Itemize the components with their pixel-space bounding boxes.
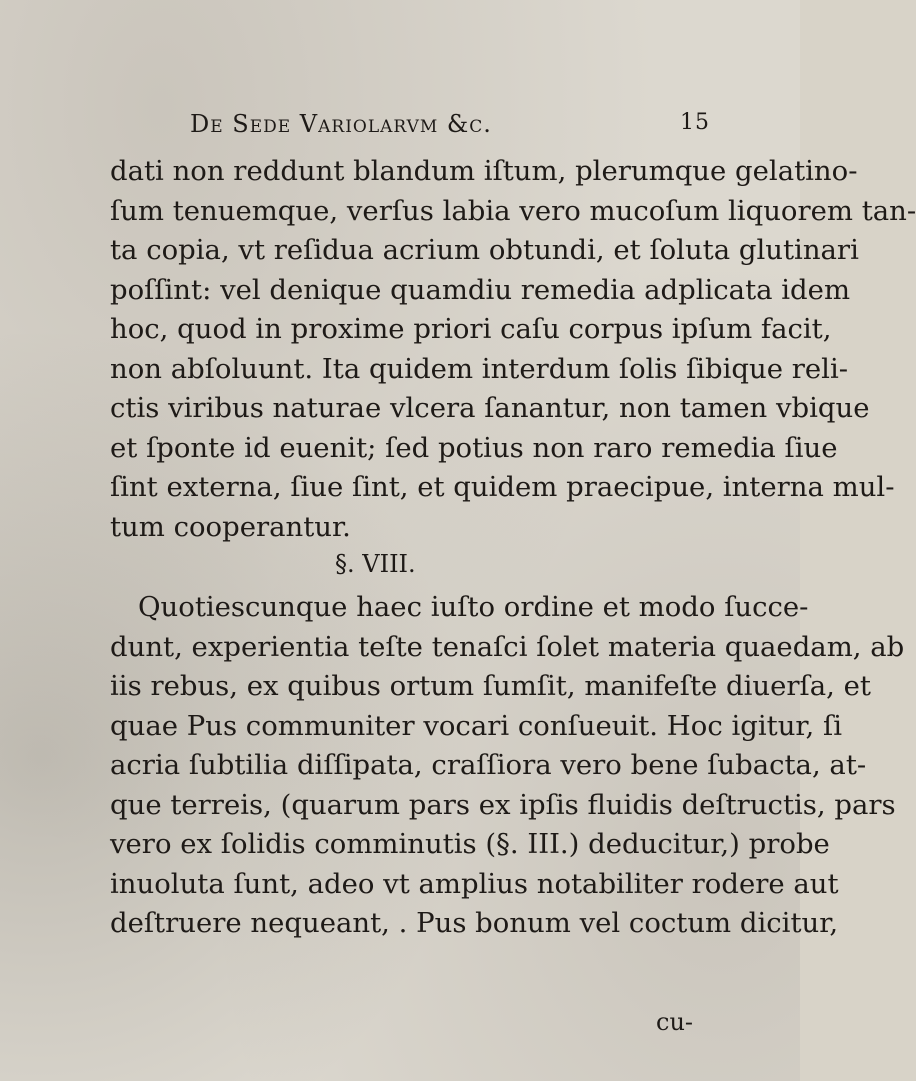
text-line: ſum tenuemque, verſus labia vero mucoſum liquorem tan- [110,194,916,227]
text-line: dati non reddunt blandum iſtum, plerumque gelatino- [110,155,858,187]
text-line: non abſoluunt. Ita quidem interdum ſolis ſibique reli- [110,352,849,385]
paragraph-2 [110,588,905,944]
section-heading: §. VIII. [335,550,416,578]
text-line: tum cooperantur. [110,510,351,543]
text-line: poſſint: vel denique quamdiu remedia adplicata idem [110,273,851,306]
text-line: dunt, experientia teſte tenaſci ſolet materia quaedam, ab [110,630,905,663]
running-header [190,110,710,138]
text-line: ta copia, vt reſidua acrium obtundi, et ſoluta glutinari [110,234,859,266]
text-line: deſtruere nequeant, . Pus bonum vel coctum dicitur, [110,907,839,939]
text-line: et ſponte id euenit; ſed potius non raro remedia ſiue [110,431,838,464]
catchword: cu- [656,1008,694,1036]
page-number: 15 [680,110,710,135]
text-line: quae Pus communiter vocari conſueuit. Hoc igitur, ſi [110,709,842,742]
text-line: iis rebus, ex quibus ortum ſumſit, manifeſte diuerſa, et [110,670,871,702]
text-line: vero ex ſolidis comminutis (§. III.) deducitur,) probe [110,828,830,860]
text-line: acria ſubtilia diſſipata, craſſiora vero bene ſubacta, at- [110,749,867,781]
text-line: que terreis, (quarum pars ex ipſis fluidis deſtructis, pars [110,788,896,821]
text-line: inuoluta ſunt, adeo vt amplius notabiliter rodere aut [110,867,839,900]
text-line: ſint externa, ſiue ſint, et quidem praecipue, interna mul- [110,471,895,503]
text-line: Quotiescunque haec iuſto ordine et modo ſucce- [138,591,809,623]
running-title: De Sede Variolarvm &c. [190,110,492,138]
text-line: ctis viribus naturae vlcera ſanantur, non tamen vbique [110,392,870,424]
text-line: hoc, quod in proxime priori caſu corpus ipſum facit, [110,313,832,345]
paragraph-1 [110,152,916,547]
